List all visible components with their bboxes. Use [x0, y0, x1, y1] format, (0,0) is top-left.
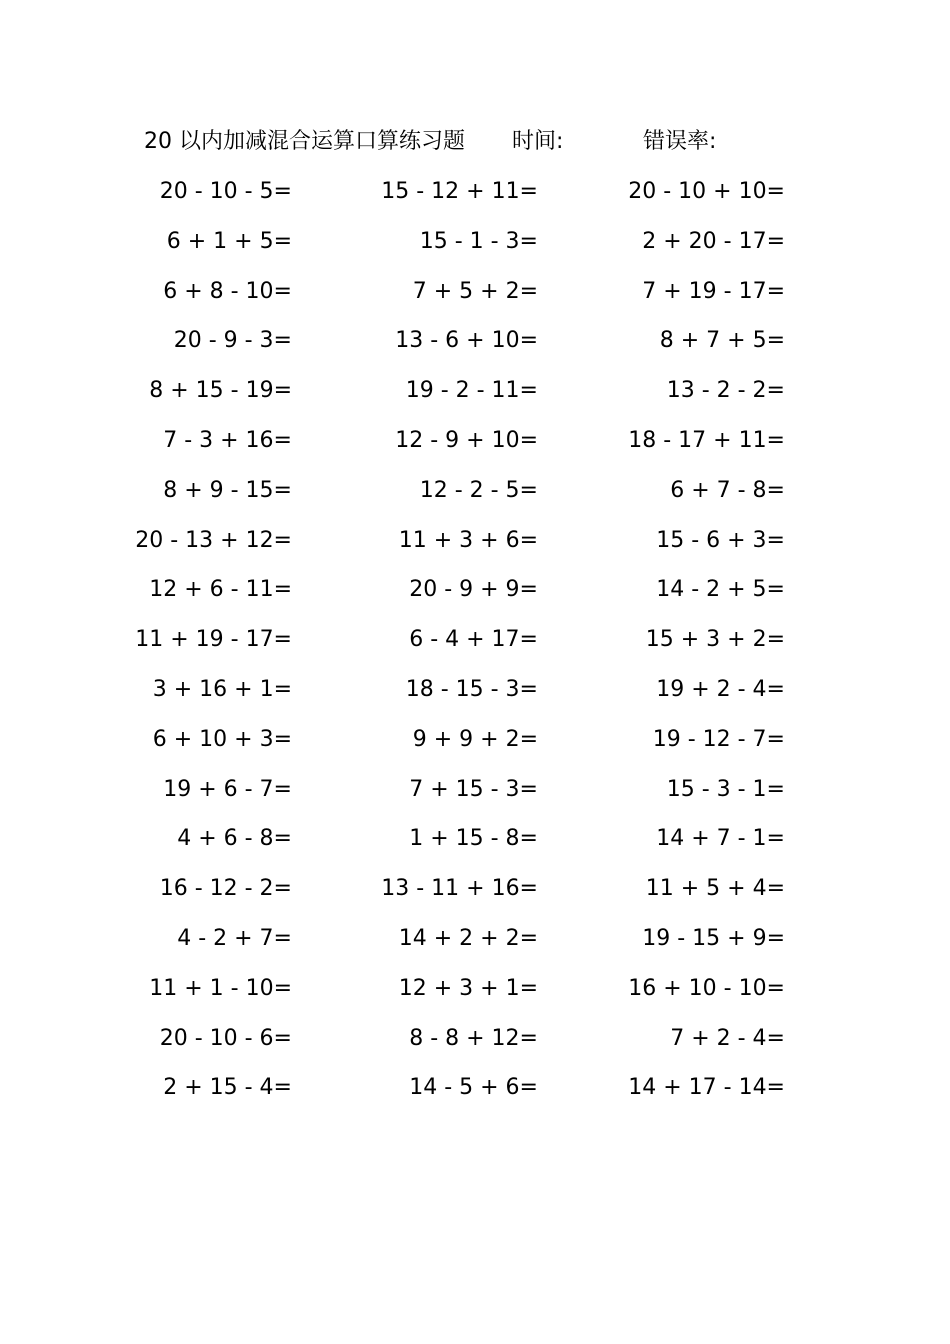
problem-item: 14 + 2 + 2= — [398, 925, 538, 951]
problem-item: 12 - 9 + 10= — [395, 427, 538, 453]
problem-item: 2 + 15 - 4= — [163, 1075, 292, 1101]
problem-item: 11 + 1 - 10= — [149, 975, 292, 1001]
problem-item: 15 - 1 - 3= — [419, 228, 538, 254]
problem-row — [0, 321, 950, 371]
problem-row — [0, 272, 950, 322]
problem-row — [0, 819, 950, 869]
problem-item: 13 - 11 + 16= — [381, 876, 538, 902]
problem-item: 7 + 19 - 17= — [642, 278, 785, 304]
problem-item: 20 - 13 + 12= — [135, 527, 292, 553]
problem-row — [0, 172, 950, 222]
problem-item: 12 - 2 - 5= — [419, 477, 538, 503]
problem-item: 16 - 12 - 2= — [159, 876, 292, 902]
problem-item: 7 + 2 - 4= — [670, 1025, 785, 1051]
problem-row — [0, 570, 950, 620]
problem-row — [0, 421, 950, 471]
problem-item: 14 + 17 - 14= — [628, 1075, 785, 1101]
problem-item: 19 - 15 + 9= — [642, 925, 785, 951]
problem-item: 15 - 3 - 1= — [666, 776, 785, 802]
problem-row — [0, 670, 950, 720]
problem-item: 18 - 17 + 11= — [628, 427, 785, 453]
problem-item: 18 - 15 - 3= — [405, 676, 538, 702]
problem-item: 6 + 1 + 5= — [166, 228, 292, 254]
problem-item: 20 - 9 - 3= — [173, 328, 292, 354]
problem-item: 6 + 8 - 10= — [163, 278, 292, 304]
problem-item: 8 - 8 + 12= — [409, 1025, 538, 1051]
problem-row — [0, 620, 950, 670]
problem-row — [0, 919, 950, 969]
problem-item: 8 + 9 - 15= — [163, 477, 292, 503]
problem-item: 8 + 15 - 19= — [149, 378, 292, 404]
problem-item: 8 + 7 + 5= — [659, 328, 785, 354]
problem-item: 7 + 15 - 3= — [409, 776, 538, 802]
problem-item: 20 - 10 - 5= — [159, 179, 292, 204]
problem-item: 19 + 2 - 4= — [656, 676, 785, 702]
problem-item: 20 - 10 + 10= — [628, 179, 785, 204]
problem-item: 7 - 3 + 16= — [163, 427, 292, 453]
time-label: 时间: — [512, 129, 564, 154]
problem-row — [0, 969, 950, 1019]
problem-item: 11 + 5 + 4= — [645, 876, 785, 902]
error-rate-label: 错误率: — [643, 129, 717, 154]
problem-item: 12 + 6 - 11= — [149, 577, 292, 603]
problem-item: 16 + 10 - 10= — [628, 975, 785, 1001]
problem-item: 1 + 15 - 8= — [409, 826, 538, 852]
problem-item: 14 + 7 - 1= — [656, 826, 785, 852]
problem-item: 19 - 12 - 7= — [652, 726, 785, 752]
problem-item: 14 - 2 + 5= — [656, 577, 785, 603]
worksheet-header — [0, 124, 950, 160]
problem-item: 15 - 6 + 3= — [656, 527, 785, 553]
problem-item: 6 - 4 + 17= — [409, 627, 538, 653]
problem-row — [0, 222, 950, 272]
problem-row — [0, 720, 950, 770]
problem-item: 6 + 7 - 8= — [670, 477, 785, 503]
problem-row — [0, 770, 950, 820]
problem-row — [0, 1068, 950, 1118]
problem-item: 15 + 3 + 2= — [645, 627, 785, 653]
problem-item: 13 - 6 + 10= — [395, 328, 538, 354]
problem-item: 13 - 2 - 2= — [666, 378, 785, 404]
worksheet-title: 20 以内加减混合运算口算练习题 — [144, 129, 465, 154]
problem-row — [0, 471, 950, 521]
problem-row — [0, 1019, 950, 1069]
problem-item: 4 - 2 + 7= — [177, 925, 292, 951]
problem-item: 12 + 3 + 1= — [398, 975, 538, 1001]
problem-item: 14 - 5 + 6= — [409, 1075, 538, 1101]
problem-item: 19 - 2 - 11= — [405, 378, 538, 404]
problem-item: 3 + 16 + 1= — [152, 676, 292, 702]
problem-row — [0, 521, 950, 571]
problem-item: 20 - 10 - 6= — [159, 1025, 292, 1051]
problem-item: 9 + 9 + 2= — [412, 726, 538, 752]
problem-item: 15 - 12 + 11= — [381, 179, 538, 204]
problem-item: 19 + 6 - 7= — [163, 776, 292, 802]
problem-item: 6 + 10 + 3= — [152, 726, 292, 752]
problem-item: 7 + 5 + 2= — [412, 278, 538, 304]
problem-item: 4 + 6 - 8= — [177, 826, 292, 852]
problem-row — [0, 371, 950, 421]
problem-item: 11 + 3 + 6= — [398, 527, 538, 553]
problem-item: 20 - 9 + 9= — [409, 577, 538, 603]
problem-item: 11 + 19 - 17= — [135, 627, 292, 653]
problem-item: 2 + 20 - 17= — [642, 228, 785, 254]
problem-grid — [0, 172, 950, 1118]
problem-row — [0, 869, 950, 919]
